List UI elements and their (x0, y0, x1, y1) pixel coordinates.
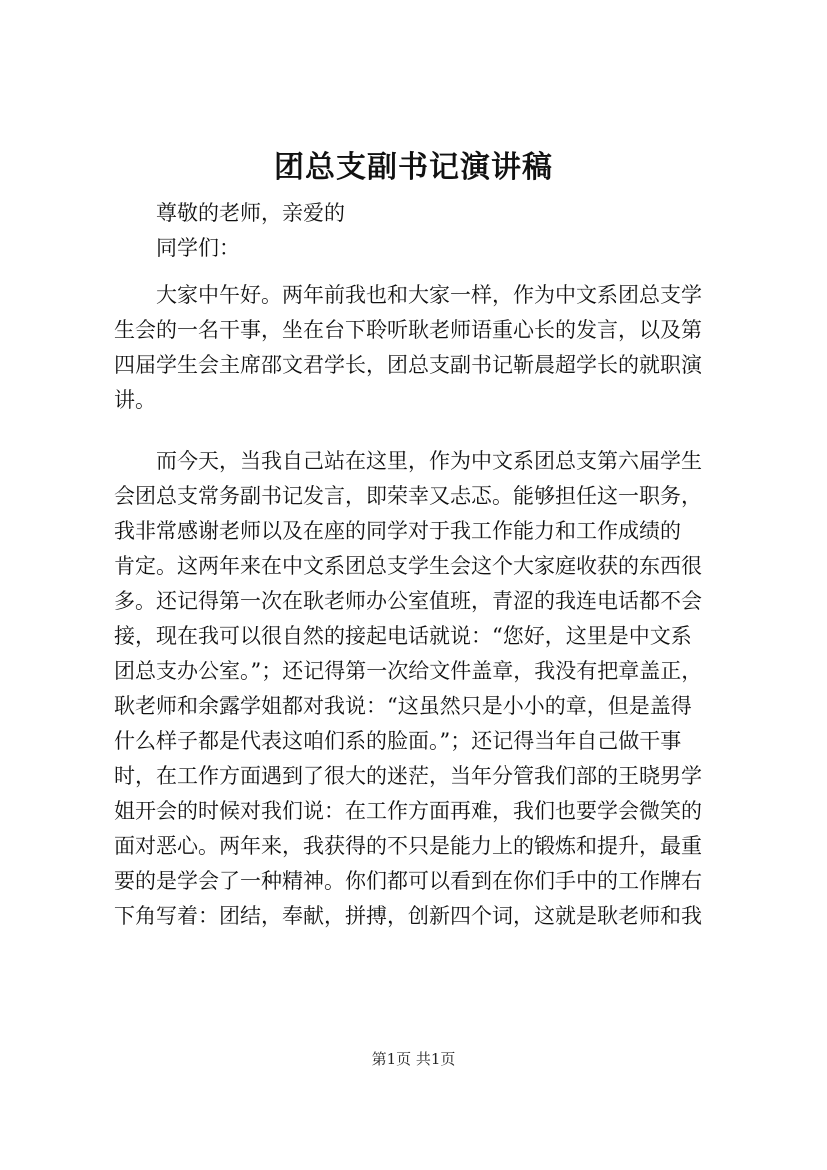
paragraph-gap (114, 266, 724, 278)
text-line: 时，在工作方面遇到了很大的迷茫，当年分管我们部的王晓男学 (114, 764, 702, 788)
document-title: 团总支副书记演讲稿 (274, 150, 553, 185)
text-line: 接，现在我可以很自然的接起电话就说：“您好，这里是中文系 (114, 624, 692, 648)
text-line: 下角写着：团结，奉献，拼搏，创新四个词，这就是耿老师和我 (114, 904, 702, 928)
text-line: 要的是学会了一种精神。你们都可以看到在你们手中的工作牌右 (114, 869, 702, 893)
salutation-line: 尊敬的老师，亲爱的 (156, 201, 345, 225)
paragraph-gap (114, 418, 724, 444)
text-line: 大家中午好。两年前我也和大家一样，作为中文系团总支学 (156, 283, 702, 307)
text-line: 多。还记得第一次在耿老师办公室值班，青涩的我连电话都不会 (114, 589, 702, 613)
text-line: 面对恶心。两年来，我获得的不只是能力上的锻炼和提升，最重 (114, 834, 702, 858)
text-line: 团总支办公室。”；还记得第一次给文件盖章，我没有把章盖正， (114, 659, 703, 683)
paragraph-2 (114, 444, 724, 934)
text-line: 肯定。这两年来在中文系团总支学生会这个大家庭收获的东西很 (114, 554, 702, 578)
text-line: 我非常感谢老师以及在座的同学对于我工作能力和工作成绩的 (114, 519, 681, 543)
page-footer: 第1页 共1页 (371, 1050, 456, 1068)
text-line: 会团总支常务副书记发言，即荣幸又忐忑。能够担任这一职务， (114, 484, 702, 508)
text-line: 而今天，当我自己站在这里，作为中文系团总支第六届学生 (156, 449, 702, 473)
text-line: 姐开会的时候对我们说：在工作方面再难，我们也要学会微笑的 (114, 799, 702, 823)
salutation-line: 同学们： (156, 236, 240, 260)
text-line: 讲。 (114, 388, 156, 412)
text-line: 四届学生会主席邵文君学长，团总支副书记靳晨超学长的就职演 (114, 353, 702, 377)
text-line: 耿老师和余露学姐都对我说：“这虽然只是小小的章，但是盖得 (114, 694, 692, 718)
text-line: 生会的一名干事，坐在台下聆听耿老师语重心长的发言，以及第 (114, 318, 702, 342)
paragraph-1 (114, 278, 724, 418)
text-line: 什么样子都是代表这咱们系的脸面。”；还记得当年自己做干事 (114, 729, 682, 753)
document-body (114, 196, 724, 934)
